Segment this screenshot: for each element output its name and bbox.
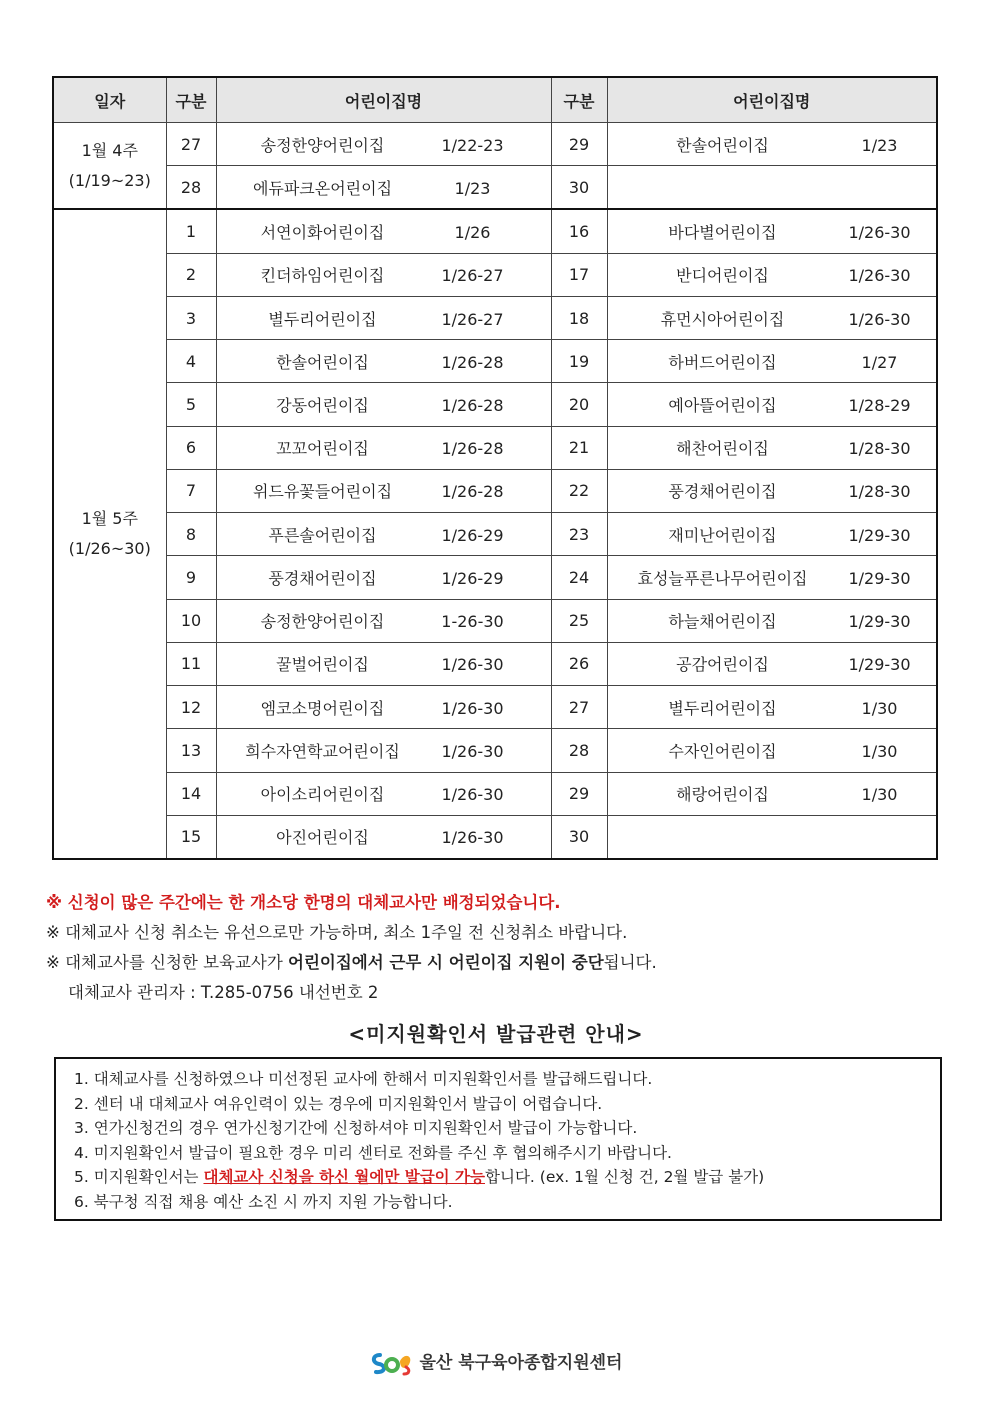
daycare-cell-2	[607, 296, 937, 339]
row-no2: 26	[551, 642, 607, 685]
daycare-name-2: 해찬어린이집	[676, 439, 769, 459]
manager-contact: 대체교사 관리자 : T.285-0756 내선번호 2	[68, 983, 379, 1002]
daycare-date-2: 1/28-29	[848, 396, 911, 416]
daycare-cell-2	[607, 469, 937, 512]
row-no: 7	[166, 469, 216, 512]
daycare-name: 아진어린이집	[276, 828, 369, 848]
daycare-name: 한솔어린이집	[276, 352, 369, 372]
week-range: (1/19~23)	[68, 170, 151, 190]
daycare-name: 송정한양어린이집	[260, 135, 385, 155]
section-title: <미지원확인서 발급관련 안내>	[348, 1022, 644, 1046]
row-no: 8	[166, 513, 216, 556]
daycare-cell	[216, 426, 551, 469]
daycare-date: 1/26-30	[441, 698, 504, 718]
daycare-date: 1/26-28	[441, 439, 504, 459]
daycare-date-2: 1/27	[861, 352, 898, 372]
daycare-cell	[216, 253, 551, 296]
daycare-name: 엠코소명어린이집	[260, 698, 385, 718]
row-no2: 28	[551, 729, 607, 772]
daycare-name: 강동어린이집	[276, 396, 369, 416]
daycare-date: 1-26-30	[441, 612, 504, 632]
daycare-cell-2	[607, 340, 937, 383]
daycare-name: 서연이화어린이집	[260, 223, 385, 243]
row-no: 4	[166, 340, 216, 383]
daycare-date-2: 1/30	[861, 698, 898, 718]
daycare-cell	[216, 556, 551, 599]
daycare-name-2: 풍경채어린이집	[668, 482, 777, 502]
info-item-2: 2. 센터 내 대체교사 여유인력이 있는 경우에 미지원확인서 발급이 어렵습니다.	[74, 1094, 603, 1113]
daycare-cell-2	[607, 253, 937, 296]
daycare-date: 1/26-28	[441, 396, 504, 416]
daycare-name-2: 하늘채어린이집	[668, 612, 777, 632]
row-no: 11	[166, 642, 216, 685]
note-3: ※ 대체교사를 신청한 보육교사가 어린이집에서 근무 시 어린이집 지원이 중단됩니다.	[46, 953, 657, 972]
daycare-name-2: 휴먼시아어린이집	[660, 309, 785, 329]
daycare-cell	[216, 296, 551, 339]
table-row	[53, 469, 937, 512]
period-cell	[53, 123, 166, 210]
daycare-name-2: 수자인어린이집	[668, 741, 777, 761]
table-row	[53, 815, 937, 859]
period-cell	[53, 209, 166, 859]
info-item-5: 5. 미지원확인서는 대체교사 신청을 하신 월에만 발급이 가능합니다. (ex. 1월 신청 건, 2월 발급 불가)	[74, 1168, 765, 1186]
daycare-date: 1/26-30	[441, 785, 504, 805]
header-no: 구분	[166, 77, 216, 123]
row-no: 2	[166, 253, 216, 296]
daycare-cell	[216, 686, 551, 729]
note-2: ※ 대체교사 신청 취소는 유선으로만 가능하며, 최소 1주일 전 신청취소 바랍니다.	[46, 923, 628, 942]
row-no2: 16	[551, 209, 607, 253]
daycare-cell	[216, 166, 551, 210]
daycare-name-2: 하버드어린이집	[668, 352, 777, 372]
daycare-name: 에듀파크온어린이집	[252, 178, 393, 198]
daycare-date-2: 1/30	[861, 785, 898, 805]
daycare-name-2: 공감어린이집	[676, 655, 769, 675]
header-name2: 어린이집명	[607, 77, 937, 123]
header-no2: 구분	[551, 77, 607, 123]
daycare-name-2: 예아뜰어린이집	[668, 396, 777, 416]
daycare-cell-2	[607, 426, 937, 469]
daycare-date: 1/26-27	[441, 309, 504, 329]
table-row	[53, 123, 937, 166]
row-no2: 27	[551, 686, 607, 729]
row-no: 5	[166, 383, 216, 426]
daycare-date-2: 1/30	[861, 741, 898, 761]
note-1: ※ 신청이 많은 주간에는 한 개소당 한명의 대체교사만 배정되었습니다.	[46, 893, 561, 912]
daycare-name: 송정한양어린이집	[260, 612, 385, 632]
row-no2: 20	[551, 383, 607, 426]
daycare-cell-2	[607, 513, 937, 556]
table-row	[53, 166, 937, 210]
info-item-3: 3. 연가신청건의 경우 연가신청기간에 신청하셔야 미지원확인서 발급이 가능합니다.	[74, 1119, 638, 1137]
daycare-cell-2	[607, 209, 937, 253]
week-range: (1/26~30)	[68, 539, 151, 559]
table-row	[53, 340, 937, 383]
row-no2: 21	[551, 426, 607, 469]
notes	[46, 888, 946, 1008]
note-3-bold: 어린이집에서 근무 시 어린이집 지원이 중단	[288, 953, 604, 972]
schedule-table	[52, 76, 938, 860]
daycare-date-2: 1/26-30	[848, 309, 911, 329]
daycare-cell-2	[607, 383, 937, 426]
info-item-6: 6. 북구청 직접 채용 예산 소진 시 까지 지원 가능합니다.	[74, 1192, 453, 1211]
table-row	[53, 253, 937, 296]
daycare-name: 위드유꽃들어린이집	[252, 482, 393, 502]
daycare-name-2: 효성늘푸른나무어린이집	[637, 568, 808, 588]
table-row	[53, 642, 937, 685]
row-no2: 29	[551, 772, 607, 815]
row-no: 27	[166, 123, 216, 166]
daycare-name: 희수자연학교어린이집	[245, 741, 400, 761]
daycare-cell	[216, 815, 551, 859]
row-no: 13	[166, 729, 216, 772]
daycare-name: 킨더하임어린이집	[260, 266, 385, 286]
info-box	[54, 1057, 942, 1221]
daycare-cell-2	[607, 772, 937, 815]
daycare-name: 꼬꼬어린이집	[276, 439, 369, 459]
row-no2: 23	[551, 513, 607, 556]
row-no: 15	[166, 815, 216, 859]
table-body	[53, 123, 937, 860]
row-no2: 17	[551, 253, 607, 296]
daycare-cell	[216, 772, 551, 815]
row-no: 28	[166, 166, 216, 210]
daycare-date: 1/22-23	[441, 135, 504, 155]
week-label: 1월 4주	[81, 140, 138, 160]
table-row	[53, 296, 937, 339]
footer	[0, 1348, 992, 1377]
daycare-date-2: 1/28-30	[848, 482, 911, 502]
row-no2: 30	[551, 815, 607, 859]
daycare-date: 1/26-28	[441, 482, 504, 502]
table-row	[53, 426, 937, 469]
row-no2: 30	[551, 166, 607, 210]
daycare-cell	[216, 340, 551, 383]
table-row	[53, 772, 937, 815]
daycare-date-2: 1/29-30	[848, 568, 911, 588]
daycare-name: 아이소리어린이집	[260, 785, 385, 805]
row-no: 6	[166, 426, 216, 469]
daycare-cell	[216, 513, 551, 556]
daycare-cell-2	[607, 599, 937, 642]
table-row	[53, 513, 937, 556]
daycare-name: 꿀벌어린이집	[276, 655, 369, 675]
daycare-date: 1/23	[454, 178, 491, 198]
daycare-name-2: 한솔어린이집	[676, 135, 769, 155]
info-item-5-emphasis: 대체교사 신청을 하신 월에만 발급이 가능	[203, 1168, 485, 1186]
daycare-cell-2	[607, 729, 937, 772]
daycare-cell	[216, 642, 551, 685]
daycare-date: 1/26-30	[441, 741, 504, 761]
daycare-date: 1/26-28	[441, 352, 504, 372]
info-item-4: 4. 미지원확인서 발급이 필요한 경우 미리 센터로 전화를 주신 후 협의해주시기 바랍니다.	[74, 1143, 672, 1162]
daycare-date: 1/26-29	[441, 568, 504, 588]
table-row	[53, 729, 937, 772]
daycare-date: 1/26-27	[441, 266, 504, 286]
daycare-name: 풍경채어린이집	[268, 568, 377, 588]
daycare-cell-2	[607, 642, 937, 685]
row-no: 1	[166, 209, 216, 253]
daycare-date-2: 1/28-30	[848, 439, 911, 459]
header-name: 어린이집명	[216, 77, 551, 123]
daycare-cell	[216, 599, 551, 642]
daycare-date: 1/26	[454, 223, 491, 243]
daycare-date: 1/26-30	[441, 655, 504, 675]
week-label: 1월 5주	[81, 509, 138, 529]
daycare-name: 푸른솔어린이집	[268, 525, 377, 545]
row-no2: 19	[551, 340, 607, 383]
center-logo-icon	[370, 1349, 414, 1377]
row-no2: 18	[551, 296, 607, 339]
daycare-cell	[216, 469, 551, 512]
info-item-1: 1. 대체교사를 신청하였으나 미선정된 교사에 한해서 미지원확인서를 발급해드립니다.	[74, 1070, 653, 1088]
table-row	[53, 209, 937, 253]
daycare-date: 1/26-30	[441, 828, 504, 848]
daycare-cell	[216, 729, 551, 772]
row-no: 10	[166, 599, 216, 642]
row-no2: 24	[551, 556, 607, 599]
table-header-row	[53, 77, 937, 123]
daycare-name-2: 별두리어린이집	[668, 698, 777, 718]
daycare-cell-2	[607, 686, 937, 729]
daycare-cell-2	[607, 123, 937, 166]
row-no: 9	[166, 556, 216, 599]
table-row	[53, 599, 937, 642]
daycare-date-2: 1/26-30	[848, 223, 911, 243]
daycare-date-2: 1/29-30	[848, 525, 911, 545]
header-period: 일자	[53, 77, 166, 123]
table-row	[53, 556, 937, 599]
daycare-cell	[216, 383, 551, 426]
daycare-cell-2	[607, 815, 937, 859]
daycare-date-2: 1/23	[861, 135, 898, 155]
daycare-name-2: 해랑어린이집	[676, 785, 769, 805]
daycare-name: 별두리어린이집	[268, 309, 377, 329]
daycare-name-2: 반디어린이집	[676, 266, 769, 286]
daycare-date: 1/26-29	[441, 525, 504, 545]
daycare-name-2: 재미난어린이집	[668, 525, 777, 545]
row-no: 3	[166, 296, 216, 339]
row-no2: 25	[551, 599, 607, 642]
row-no: 12	[166, 686, 216, 729]
row-no2: 29	[551, 123, 607, 166]
daycare-date-2: 1/29-30	[848, 612, 911, 632]
daycare-date-2: 1/29-30	[848, 655, 911, 675]
daycare-cell-2	[607, 556, 937, 599]
daycare-cell	[216, 123, 551, 166]
daycare-cell-2	[607, 166, 937, 210]
row-no2: 22	[551, 469, 607, 512]
center-name: 울산 북구육아종합지원센터	[419, 1353, 623, 1373]
row-no: 14	[166, 772, 216, 815]
daycare-cell	[216, 209, 551, 253]
table-row	[53, 686, 937, 729]
table-row	[53, 383, 937, 426]
daycare-date-2: 1/26-30	[848, 266, 911, 286]
daycare-name-2: 바다별어린이집	[668, 223, 777, 243]
